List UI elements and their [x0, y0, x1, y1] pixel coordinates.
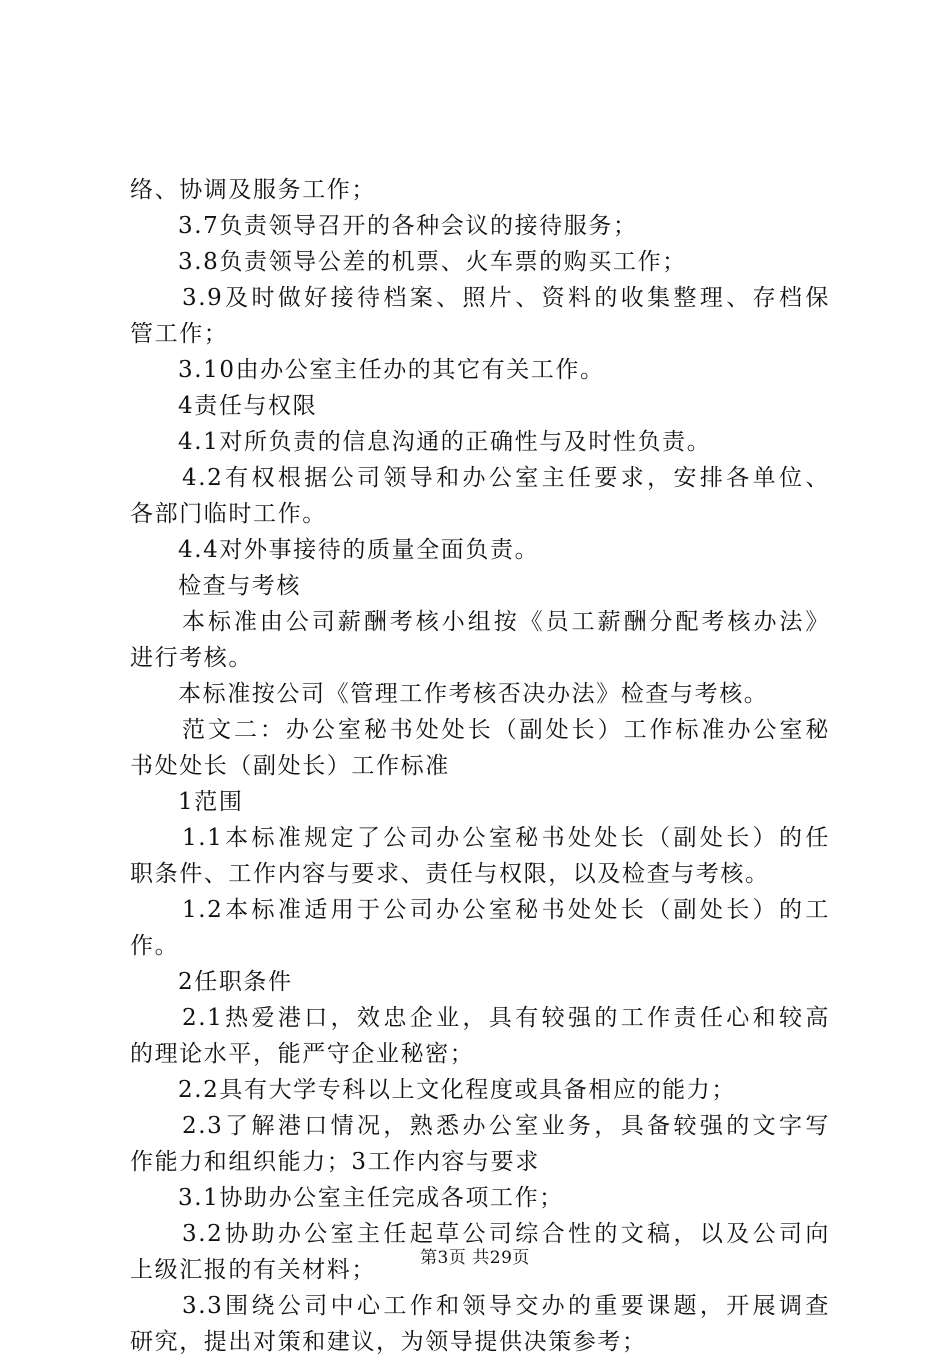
text-line: 各部门临时工作。	[130, 501, 327, 527]
text-line: 研究，提出对策和建议，为领导提供决策参考；	[130, 1329, 647, 1355]
text-line: 3.3围绕公司中心工作和领导交办的重要课题，开展调查	[182, 1293, 830, 1319]
text-line: 作。	[130, 933, 180, 959]
text-line: 2.1热爱港口，效忠企业，具有较强的工作责任心和较高	[182, 1005, 830, 1031]
text-line: 2.2具有大学专科以上文化程度或具备相应的能力；	[178, 1077, 736, 1103]
text-line: 范文二：办公室秘书处处长（副处长）工作标准办公室秘	[182, 717, 830, 743]
page-number: 第3页 共29页	[420, 1248, 530, 1268]
text-line: 进行考核。	[130, 645, 253, 671]
text-line: 3.1协助办公室主任完成各项工作；	[178, 1185, 564, 1211]
text-line: 4.2有权根据公司领导和办公室主任要求，安排各单位、	[182, 465, 830, 491]
text-line: 2.3了解港口情况，熟悉办公室业务，具备较强的文字写	[182, 1113, 830, 1139]
text-line: 本标准按公司《管理工作考核否决办法》检查与考核。	[178, 681, 769, 707]
text-line: 3.7负责领导召开的各种会议的接待服务；	[178, 213, 638, 239]
section-heading: 2任职条件	[178, 969, 293, 995]
text-line: 书处处长（副处长）工作标准	[130, 753, 450, 779]
text-line: 1.2本标准适用于公司办公室秘书处处长（副处长）的工	[182, 897, 830, 923]
text-line: 本标准由公司薪酬考核小组按《员工薪酬分配考核办法》	[182, 609, 830, 635]
text-line: 职条件、工作内容与要求、责任与权限，以及检查与考核。	[130, 861, 770, 887]
text-line: 3.9及时做好接待档案、照片、资料的收集整理、存档保	[182, 285, 830, 311]
text-line: 上级汇报的有关材料；	[130, 1257, 376, 1283]
section-heading: 检查与考核	[178, 573, 301, 599]
text-line: 管工作；	[130, 321, 229, 347]
section-heading: 1范围	[178, 789, 244, 815]
text-line: 的理论水平，能严守企业秘密；	[130, 1041, 475, 1067]
text-line: 络、协调及服务工作；	[130, 177, 376, 203]
section-heading: 4责任与权限	[178, 393, 318, 419]
document-body	[130, 172, 830, 1360]
page-footer	[0, 1243, 950, 1268]
text-line: 1.1本标准规定了公司办公室秘书处处长（副处长）的任	[182, 825, 830, 851]
text-line: 4.1对所负责的信息沟通的正确性与及时性负责。	[178, 429, 712, 455]
text-line: 3.8负责领导公差的机票、火车票的购买工作；	[178, 249, 687, 275]
text-line: 4.4对外事接待的质量全面负责。	[178, 537, 540, 563]
text-line: 作能力和组织能力；3工作内容与要求	[130, 1149, 540, 1175]
text-line: 3.10由办公室主任办的其它有关工作。	[178, 357, 605, 383]
text-line: 3.2协助办公室主任起草公司综合性的文稿，以及公司向	[182, 1221, 830, 1247]
